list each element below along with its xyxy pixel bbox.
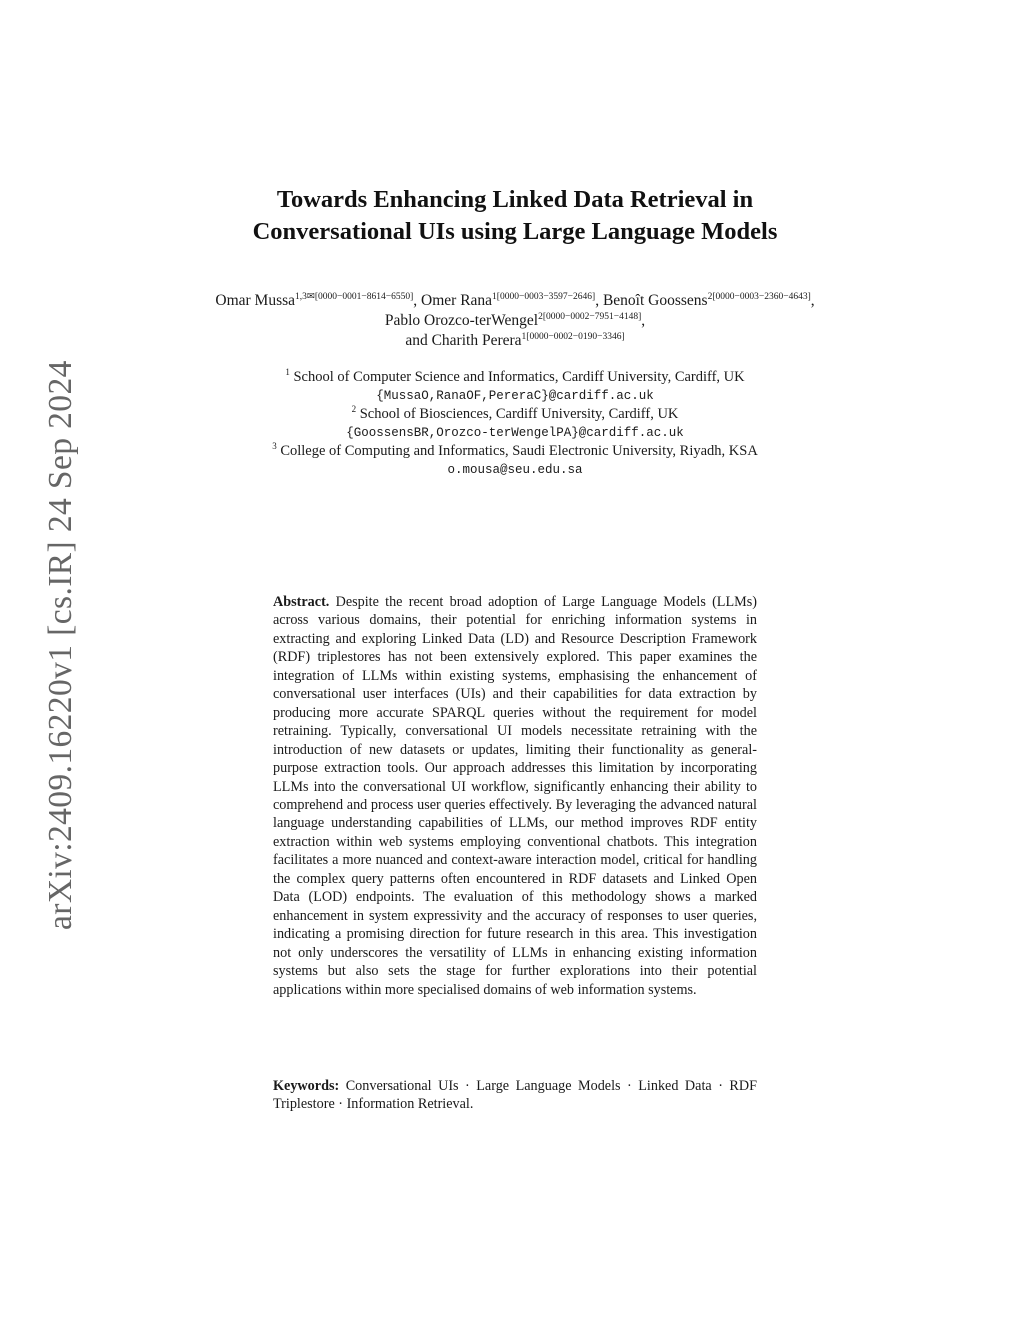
author (405, 332, 624, 349)
author-affiliation-orcid: 2[0000−0002−7951−4148] (538, 312, 642, 322)
abstract (273, 593, 757, 999)
author (421, 292, 603, 309)
author-name: Charith Perera (431, 332, 522, 349)
author-separator: , (641, 312, 646, 329)
author-name: Omer Rana (421, 292, 493, 309)
affiliation-email: o.mousa@seu.edu.sa (447, 462, 583, 477)
author-affiliation-orcid: 1[0000−0002−0190−3346] (521, 332, 625, 342)
author (385, 312, 645, 329)
affiliation-text: School of Biosciences, Cardiff University, Cardiff, UK (359, 406, 679, 422)
author-prefix: and (405, 332, 432, 349)
keywords-text: Conversational UIs · Large Language Models · Linked Data · RDF Triplestore · Information Retrieval. (273, 1078, 758, 1113)
arxiv-identifier-stamp: arXiv:2409.16220v1 [cs.IR] 24 Sep 2024 (42, 360, 79, 930)
abstract-label: Abstract. (273, 594, 330, 610)
affiliation-text: College of Computing and Informatics, Saudi Electronic University, Riyadh, KSA (280, 443, 758, 459)
author-list (215, 291, 815, 351)
author-affiliation-orcid: 2[0000−0003−2360−4643] (707, 292, 811, 302)
affiliation-text: School of Computer Science and Informatics, Cardiff University, Cardiff, UK (293, 369, 745, 385)
affiliation-number: 2 (351, 404, 357, 414)
author-separator: , (810, 292, 815, 309)
author-affiliation-orcid: 1[0000−0003−3597−2646] (492, 292, 596, 302)
author-separator: , (595, 292, 603, 309)
keywords (273, 1077, 757, 1114)
author (215, 292, 421, 309)
affiliation-list (215, 368, 815, 479)
author-separator: , (413, 292, 422, 309)
affiliation-email: {MussaO,RanaOF,PereraC}@cardiff.ac.uk (376, 388, 654, 403)
affiliation-number: 3 (272, 441, 277, 451)
keywords-label: Keywords: (273, 1078, 340, 1094)
abstract-text: Despite the recent broad adoption of Large Language Models (LLMs) across various domains, their potential for enriching information systems in extracting and exploring Linked Data (LD) and Resource Description Framework (RDF) triplestores has not been extensively explored. This paper examines the integration of LLMs within existing systems, emphasising the enhancement of conversational user interfaces (UIs) and their capabilities for data extraction by producing more accurate SPARQL queries without the requirement for model retraining. Typically, conversational UI models necessitate retraining with the introduction of new datasets or updates, limiting their functionality as general-purpose extraction tools. Our approach addresses this limitation by incorporating LLMs into the conversational UI workflow, significantly enhancing their ability to comprehend and process user queries effectively. By leveraging the advanced natural language understanding capabilities of LLMs, our method improves RDF entity extraction within web systems employing conventional chatbots. This integration facilitates a more nuanced and context-aware interaction model, critical for handling the complex query patterns often encountered in RDF datasets and Linked Open Data (LOD) endpoints. The evaluation of this methodology shows a marked enhancement in system expressivity and the accuracy of responses to user queries, indicating a promising direction for future research in this area. This investigation not only underscores the versatility of LLMs in enhancing existing information systems but also sets the stage for further explorations into their potential applications within more specialised domains of web information systems. (273, 594, 758, 998)
author-name: Pablo Orozco-terWengel (384, 312, 539, 329)
affiliation-number: 1 (285, 367, 290, 377)
author (603, 292, 815, 309)
paper-title (200, 184, 830, 248)
affiliation (215, 368, 815, 387)
title-line-1: Towards Enhancing Linked Data Retrieval in (276, 186, 754, 213)
affiliation (215, 405, 815, 424)
author-affiliation-orcid: 1,3✉[0000−0001−8614−6550] (295, 292, 414, 302)
author-name: Benoît Goossens (602, 292, 708, 309)
author-name: Omar Mussa (215, 292, 296, 309)
title-line-2: Conversational UIs using Large Language Models (252, 218, 778, 245)
affiliation (215, 442, 815, 461)
affiliation-email: {GoossensBR,Orozco-terWengelPA}@cardiff.ac.uk (346, 425, 684, 440)
